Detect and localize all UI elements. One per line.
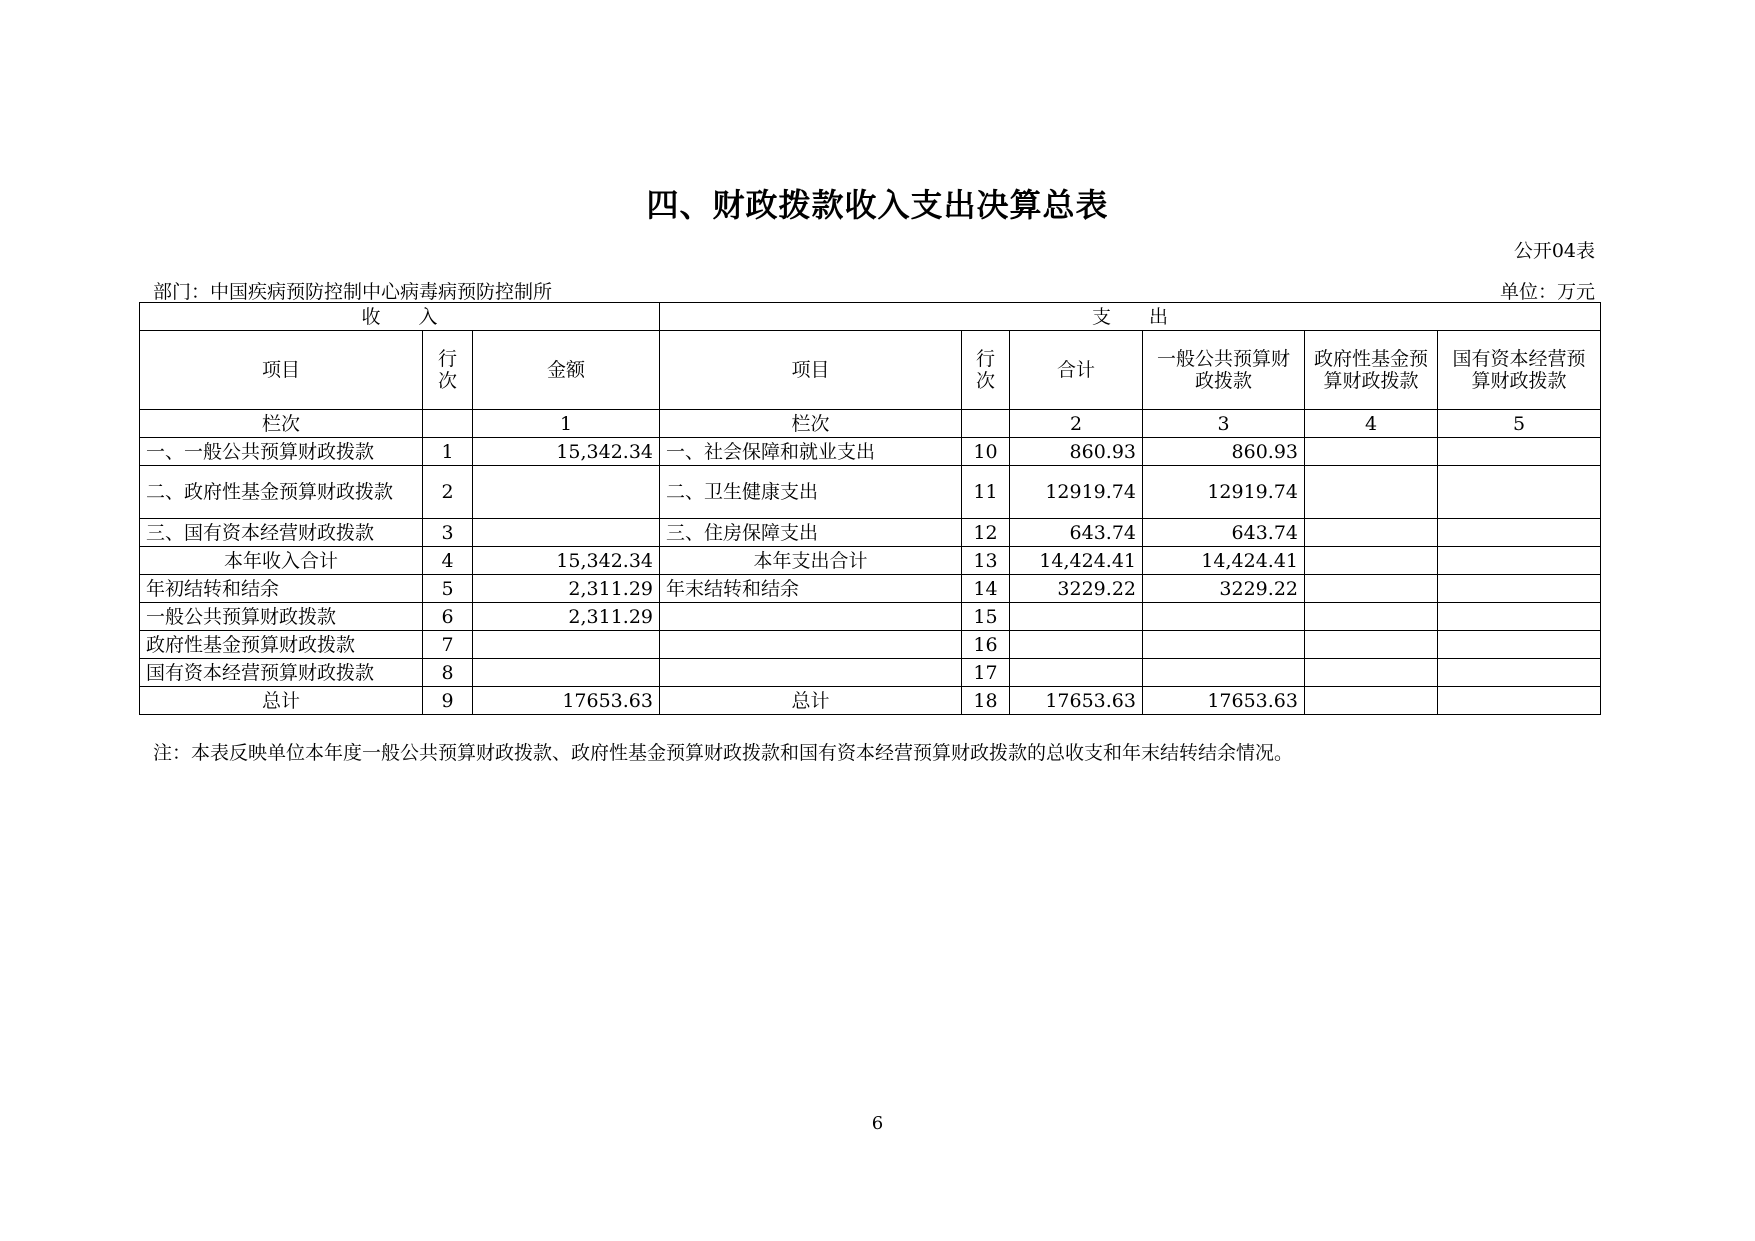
index-state-capital: 5 (1438, 410, 1601, 438)
income-amount: 15,342.34 (473, 547, 660, 575)
department-label: 部门：中国疾病预防控制中心病毒病预防控制所 (153, 281, 553, 303)
income-item: 年初结转和结余 (140, 575, 423, 603)
income-amount (473, 519, 660, 547)
index-gov-fund: 4 (1305, 410, 1438, 438)
unit-label: 单位：万元 (1499, 281, 1595, 303)
index-blank (423, 410, 473, 438)
expense-item: 本年支出合计 (660, 547, 962, 575)
expense-state-capital (1438, 659, 1601, 687)
expense-state-capital (1438, 519, 1601, 547)
income-row-no: 1 (423, 438, 473, 466)
expense-row-no: 11 (962, 466, 1010, 519)
col-general-budget: 一般公共预算财政拨款 (1143, 331, 1305, 410)
expense-total: 14,424.41 (1010, 547, 1143, 575)
expense-item (660, 603, 962, 631)
income-amount (473, 659, 660, 687)
income-row-no: 7 (423, 631, 473, 659)
table-row (140, 603, 1601, 631)
income-amount (473, 466, 660, 519)
col-state-capital: 国有资本经营预算财政拨款 (1438, 331, 1601, 410)
expense-total: 17653.63 (1010, 687, 1143, 715)
expense-gov-fund (1305, 659, 1438, 687)
expense-gov-fund (1305, 466, 1438, 519)
expense-gov-fund (1305, 687, 1438, 715)
expense-gov-fund (1305, 547, 1438, 575)
expense-gov-fund (1305, 603, 1438, 631)
expense-item: 总计 (660, 687, 962, 715)
income-item: 总计 (140, 687, 423, 715)
expense-header: 支 出 (660, 303, 1601, 331)
table-row (140, 575, 1601, 603)
income-item: 本年收入合计 (140, 547, 423, 575)
index-amount: 1 (473, 410, 660, 438)
income-amount: 2,311.29 (473, 575, 660, 603)
col-income-row-no: 行次 (423, 331, 473, 410)
col-income-amount: 金额 (473, 331, 660, 410)
col-income-item: 项目 (140, 331, 423, 410)
expense-total (1010, 603, 1143, 631)
expense-item: 三、住房保障支出 (660, 519, 962, 547)
income-amount: 2,311.29 (473, 603, 660, 631)
income-item: 二、政府性基金预算财政拨款 (140, 466, 423, 519)
expense-row-no: 15 (962, 603, 1010, 631)
expense-item: 二、卫生健康支出 (660, 466, 962, 519)
expense-row-no: 16 (962, 631, 1010, 659)
expense-state-capital (1438, 547, 1601, 575)
table-row (140, 659, 1601, 687)
expense-gov-fund (1305, 631, 1438, 659)
column-index-row (140, 410, 1601, 438)
expense-state-capital (1438, 603, 1601, 631)
expense-total: 12919.74 (1010, 466, 1143, 519)
income-item: 政府性基金预算财政拨款 (140, 631, 423, 659)
expense-state-capital (1438, 438, 1601, 466)
table-row (140, 687, 1601, 715)
expense-item (660, 659, 962, 687)
expense-general (1143, 603, 1305, 631)
expense-total: 860.93 (1010, 438, 1143, 466)
expense-state-capital (1438, 631, 1601, 659)
expense-item: 年末结转和结余 (660, 575, 962, 603)
expense-state-capital (1438, 687, 1601, 715)
page-title: 四、财政拨款收入支出决算总表 (646, 186, 1109, 224)
income-header: 收 入 (140, 303, 660, 331)
income-row-no: 4 (423, 547, 473, 575)
expense-general: 14,424.41 (1143, 547, 1305, 575)
expense-total (1010, 659, 1143, 687)
expense-general: 643.74 (1143, 519, 1305, 547)
table-row (140, 519, 1601, 547)
income-item: 一、一般公共预算财政拨款 (140, 438, 423, 466)
table-row (140, 631, 1601, 659)
expense-general (1143, 659, 1305, 687)
section-header-row (140, 303, 1601, 331)
income-item: 一般公共预算财政拨款 (140, 603, 423, 631)
budget-table (139, 302, 1601, 715)
expense-row-no: 13 (962, 547, 1010, 575)
expense-row-no: 17 (962, 659, 1010, 687)
expense-state-capital (1438, 575, 1601, 603)
index-general: 3 (1143, 410, 1305, 438)
table-row (140, 466, 1601, 519)
expense-total: 3229.22 (1010, 575, 1143, 603)
income-row-no: 8 (423, 659, 473, 687)
expense-total (1010, 631, 1143, 659)
footnote: 注：本表反映单位本年度一般公共预算财政拨款、政府性基金预算财政拨款和国有资本经营预算财政拨款的总收支和年末结转结余情况。 (153, 742, 1294, 764)
expense-row-no: 10 (962, 438, 1010, 466)
table-row (140, 438, 1601, 466)
expense-gov-fund (1305, 438, 1438, 466)
expense-state-capital (1438, 466, 1601, 519)
col-expense-item: 项目 (660, 331, 962, 410)
expense-general: 860.93 (1143, 438, 1305, 466)
expense-general (1143, 631, 1305, 659)
col-total: 合计 (1010, 331, 1143, 410)
expense-item (660, 631, 962, 659)
expense-item: 一、社会保障和就业支出 (660, 438, 962, 466)
col-expense-row-no: 行次 (962, 331, 1010, 410)
expense-row-no: 14 (962, 575, 1010, 603)
table-row (140, 547, 1601, 575)
expense-general: 17653.63 (1143, 687, 1305, 715)
index-label: 栏次 (140, 410, 423, 438)
expense-gov-fund (1305, 519, 1438, 547)
expense-total: 643.74 (1010, 519, 1143, 547)
income-row-no: 2 (423, 466, 473, 519)
income-amount (473, 631, 660, 659)
expense-row-no: 12 (962, 519, 1010, 547)
column-header-row (140, 331, 1601, 410)
index-blank-2 (962, 410, 1010, 438)
form-number: 公开04表 (1513, 240, 1595, 262)
col-gov-fund: 政府性基金预算财政拨款 (1305, 331, 1438, 410)
income-amount: 17653.63 (473, 687, 660, 715)
income-item: 国有资本经营预算财政拨款 (140, 659, 423, 687)
page-number: 6 (871, 1113, 884, 1134)
income-row-no: 5 (423, 575, 473, 603)
income-row-no: 6 (423, 603, 473, 631)
income-item: 三、国有资本经营财政拨款 (140, 519, 423, 547)
expense-general: 12919.74 (1143, 466, 1305, 519)
index-label-2: 栏次 (660, 410, 962, 438)
income-row-no: 9 (423, 687, 473, 715)
expense-gov-fund (1305, 575, 1438, 603)
expense-row-no: 18 (962, 687, 1010, 715)
expense-general: 3229.22 (1143, 575, 1305, 603)
income-amount: 15,342.34 (473, 438, 660, 466)
income-row-no: 3 (423, 519, 473, 547)
index-total: 2 (1010, 410, 1143, 438)
